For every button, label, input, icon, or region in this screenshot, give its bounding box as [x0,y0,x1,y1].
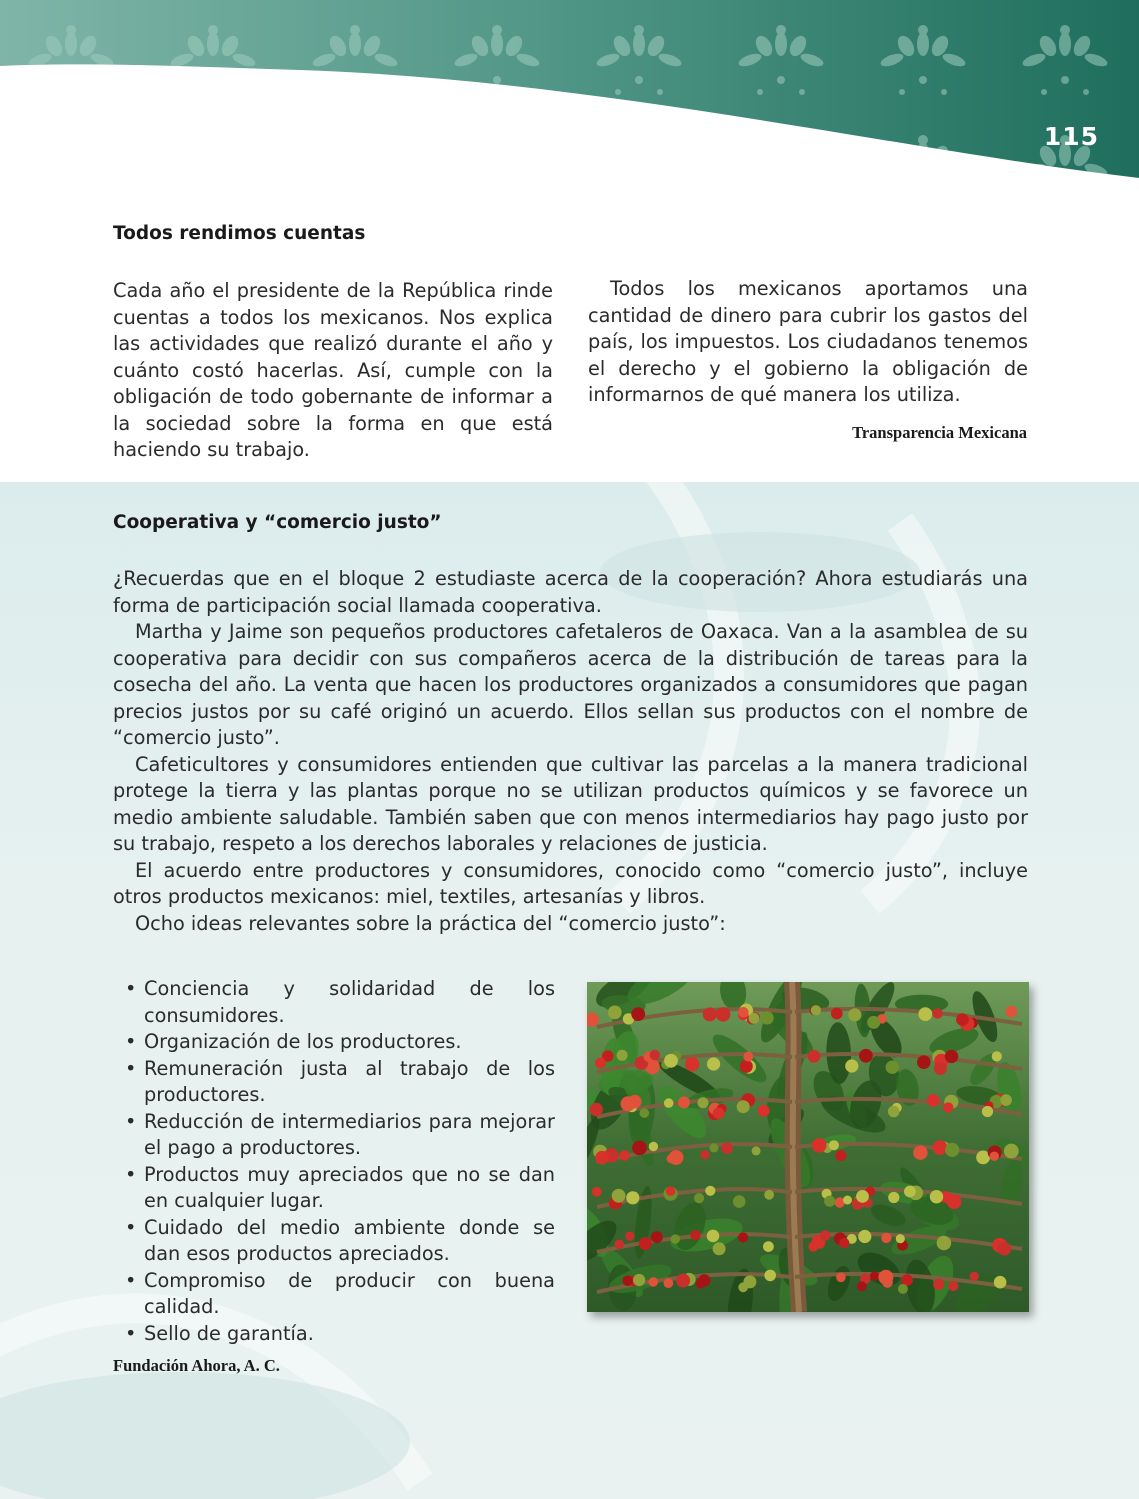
section-title-cooperativa: Cooperativa y “comercio justo” [113,512,442,533]
page-number: 115 [1043,122,1099,151]
list-item: • Compromiso de producir con buena calidad. [125,1268,555,1321]
list-item: • Remuneración justa al trabajo de los productores. [125,1056,555,1109]
comercio-justo-ideas-list [125,976,555,1347]
list-item: • Sello de garantía. [125,1321,555,1348]
list-item: • Conciencia y solidaridad de los consumidores. [125,976,555,1029]
column-left-text: Cada año el presidente de la República rinde cuentas a todos los mexicanos. Nos explica las actividades que realizó durante el año y cuánto costó hacerlas. Así, cumple con la obligación de todo gobernante de informar a la sociedad sobre la forma en que está haciendo su trabajo. [113,279,553,461]
paragraph: Ocho ideas relevantes sobre la práctica del “comercio justo”: [135,911,726,935]
list-item: • Reducción de intermediarios para mejorar el pago a productores. [125,1109,555,1162]
section-title-rendimos-cuentas: Todos rendimos cuentas [113,223,366,244]
paragraph: El acuerdo entre productores y consumidores, conocido como “comercio justo”, incluye otros productos mexicanos: miel, textiles, artesanías y libros. [113,858,1028,908]
coffee-plant-illustration [587,982,1029,1312]
cooperativa-section [0,482,1139,1499]
list-item: • Cuidado del medio ambiente donde se dan esos productos apreciados. [125,1215,555,1268]
paragraph: ¿Recuerdas que en el bloque 2 estudiaste acerca de la cooperación? Ahora estudiarás una forma de participación social llamada cooperativa. [113,567,1028,617]
list-item: • Productos muy apreciados que no se dan en cualquier lugar. [125,1162,555,1215]
source-transparencia: Transparencia Mexicana [852,423,1027,442]
cooperativa-body [113,566,1028,937]
source-fundacion-ahora: Fundación Ahora, A. C. [113,1356,280,1375]
paragraph: Cafeticultores y consumidores entienden que cultivar las parcelas a la manera tradicional protege la tierra y las plantas porque no se utilizan productos químicos y se favorece un medio ambiente saludable. También saben que con menos intermediarios hay pago justo por su trabajo, respeto a los derechos laborales y relaciones de justicia. [113,752,1028,855]
column-right-text: Todos los mexicanos aportamos una cantidad de dinero para cubrir los gastos del país, los impuestos. Los ciudadanos tenemos el derecho y el gobierno la obligación de informarnos de qué manera los utiliza. [588,277,1028,406]
header-decorative-band [0,0,1139,200]
list-item: • Organización de los productores. [125,1029,555,1056]
coffee-cherries-photo [587,982,1029,1312]
paragraph: Martha y Jaime son pequeños productores cafetaleros de Oaxaca. Van a la asamblea de su cooperativa para decidir con sus compañeros acerca de la distribución de tareas para la cosecha del año. La venta que hacen los productores organizados a consumidores que pagan precios justos por su café originó un acuerdo. Ellos sellan sus productos con el nombre de “comercio justo”. [113,620,1028,749]
